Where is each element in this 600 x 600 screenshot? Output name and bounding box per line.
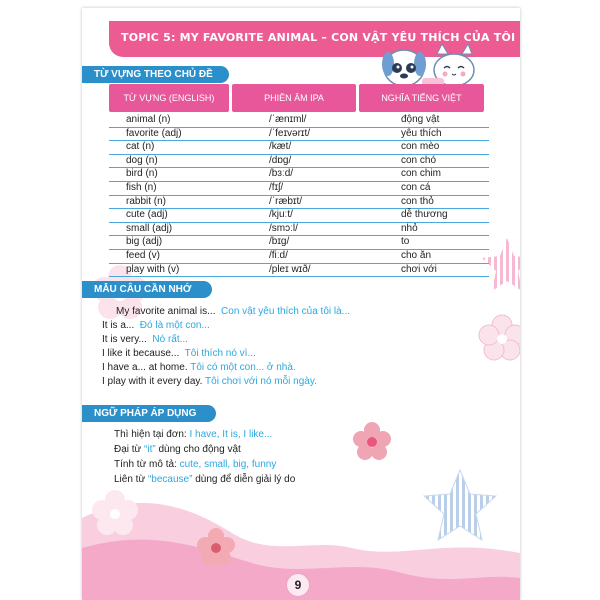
sentence-line: I have a... at home. Tôi có một con... ở nhà. — [102, 362, 296, 373]
sentence-line: It is a... Đó là một con... — [102, 320, 210, 331]
table-row: fish (n) /fɪʃ/ con cá — [109, 182, 489, 196]
dog-and-cat-illustration — [382, 42, 482, 90]
table-row: favorite (adj) /ˈfeɪvərɪt/ yêu thích — [109, 128, 489, 142]
table-row: cute (adj) /kjuːt/ dễ thương — [109, 209, 489, 223]
section-sentences-label: MẪU CÂU CẦN NHỚ — [82, 281, 212, 298]
table-header-vietnamese: NGHĨA TIẾNG VIỆT — [359, 84, 484, 112]
table-row: small (adj) /smɔːl/ nhỏ — [109, 223, 489, 237]
table-row: cat (n) /kæt/ con mèo — [109, 141, 489, 155]
page — [82, 8, 520, 600]
section-grammar-label: NGỮ PHÁP ÁP DỤNG — [82, 405, 216, 422]
section-vocab-label: TỪ VỰNG THEO CHỦ ĐỀ — [82, 66, 229, 83]
grammar-line: Tính từ mô tả: cute, small, big, funny — [114, 459, 277, 470]
table-row: bird (n) /bɜːd/ con chim — [109, 168, 489, 182]
sentence-line: It is very... Nó rất... — [102, 334, 188, 345]
flower-decoration — [477, 313, 520, 363]
topic-title: TOPIC 5: MY FAVORITE ANIMAL – CON VẬT YÊU THÍCH CỦA TÔI — [121, 31, 516, 44]
table-row: play with (v) /pleɪ wɪð/ chơi với — [109, 264, 489, 278]
table-row: feed (v) /fiːd/ cho ăn — [109, 250, 489, 264]
flower-decoration — [350, 420, 394, 464]
table-header-ipa: PHIÊN ÂM IPA — [232, 84, 356, 112]
page-number: 9 — [286, 573, 310, 597]
grammar-line: Liên từ “because” dùng để diễn giải lý do — [114, 474, 296, 485]
sentence-line: My favorite animal is... Con vật yêu thích của tôi là... — [116, 306, 351, 317]
sentence-line: I play with it every day. Tôi chơi với nó mỗi ngày. — [102, 376, 317, 387]
table-row: dog (n) /dɒɡ/ con chó — [109, 155, 489, 169]
sentence-line: I like it because... Tôi thích nó vì... — [102, 348, 256, 359]
flower-decoration — [90, 488, 140, 538]
grammar-line: Đại từ “it” dùng cho động vật — [114, 444, 241, 455]
vocab-table — [109, 114, 489, 277]
striped-star-decoration — [420, 466, 500, 546]
table-row: big (adj) /bɪɡ/ to — [109, 236, 489, 250]
table-row: rabbit (n) /ˈræbɪt/ con thỏ — [109, 196, 489, 210]
table-header-english: TỪ VỰNG (ENGLISH) — [109, 84, 229, 112]
flower-decoration — [194, 526, 238, 570]
grammar-line: Thì hiện tại đơn: I have, It is, I like... — [114, 429, 273, 440]
table-row: animal (n) /ˈænɪml/ động vật — [109, 114, 489, 128]
